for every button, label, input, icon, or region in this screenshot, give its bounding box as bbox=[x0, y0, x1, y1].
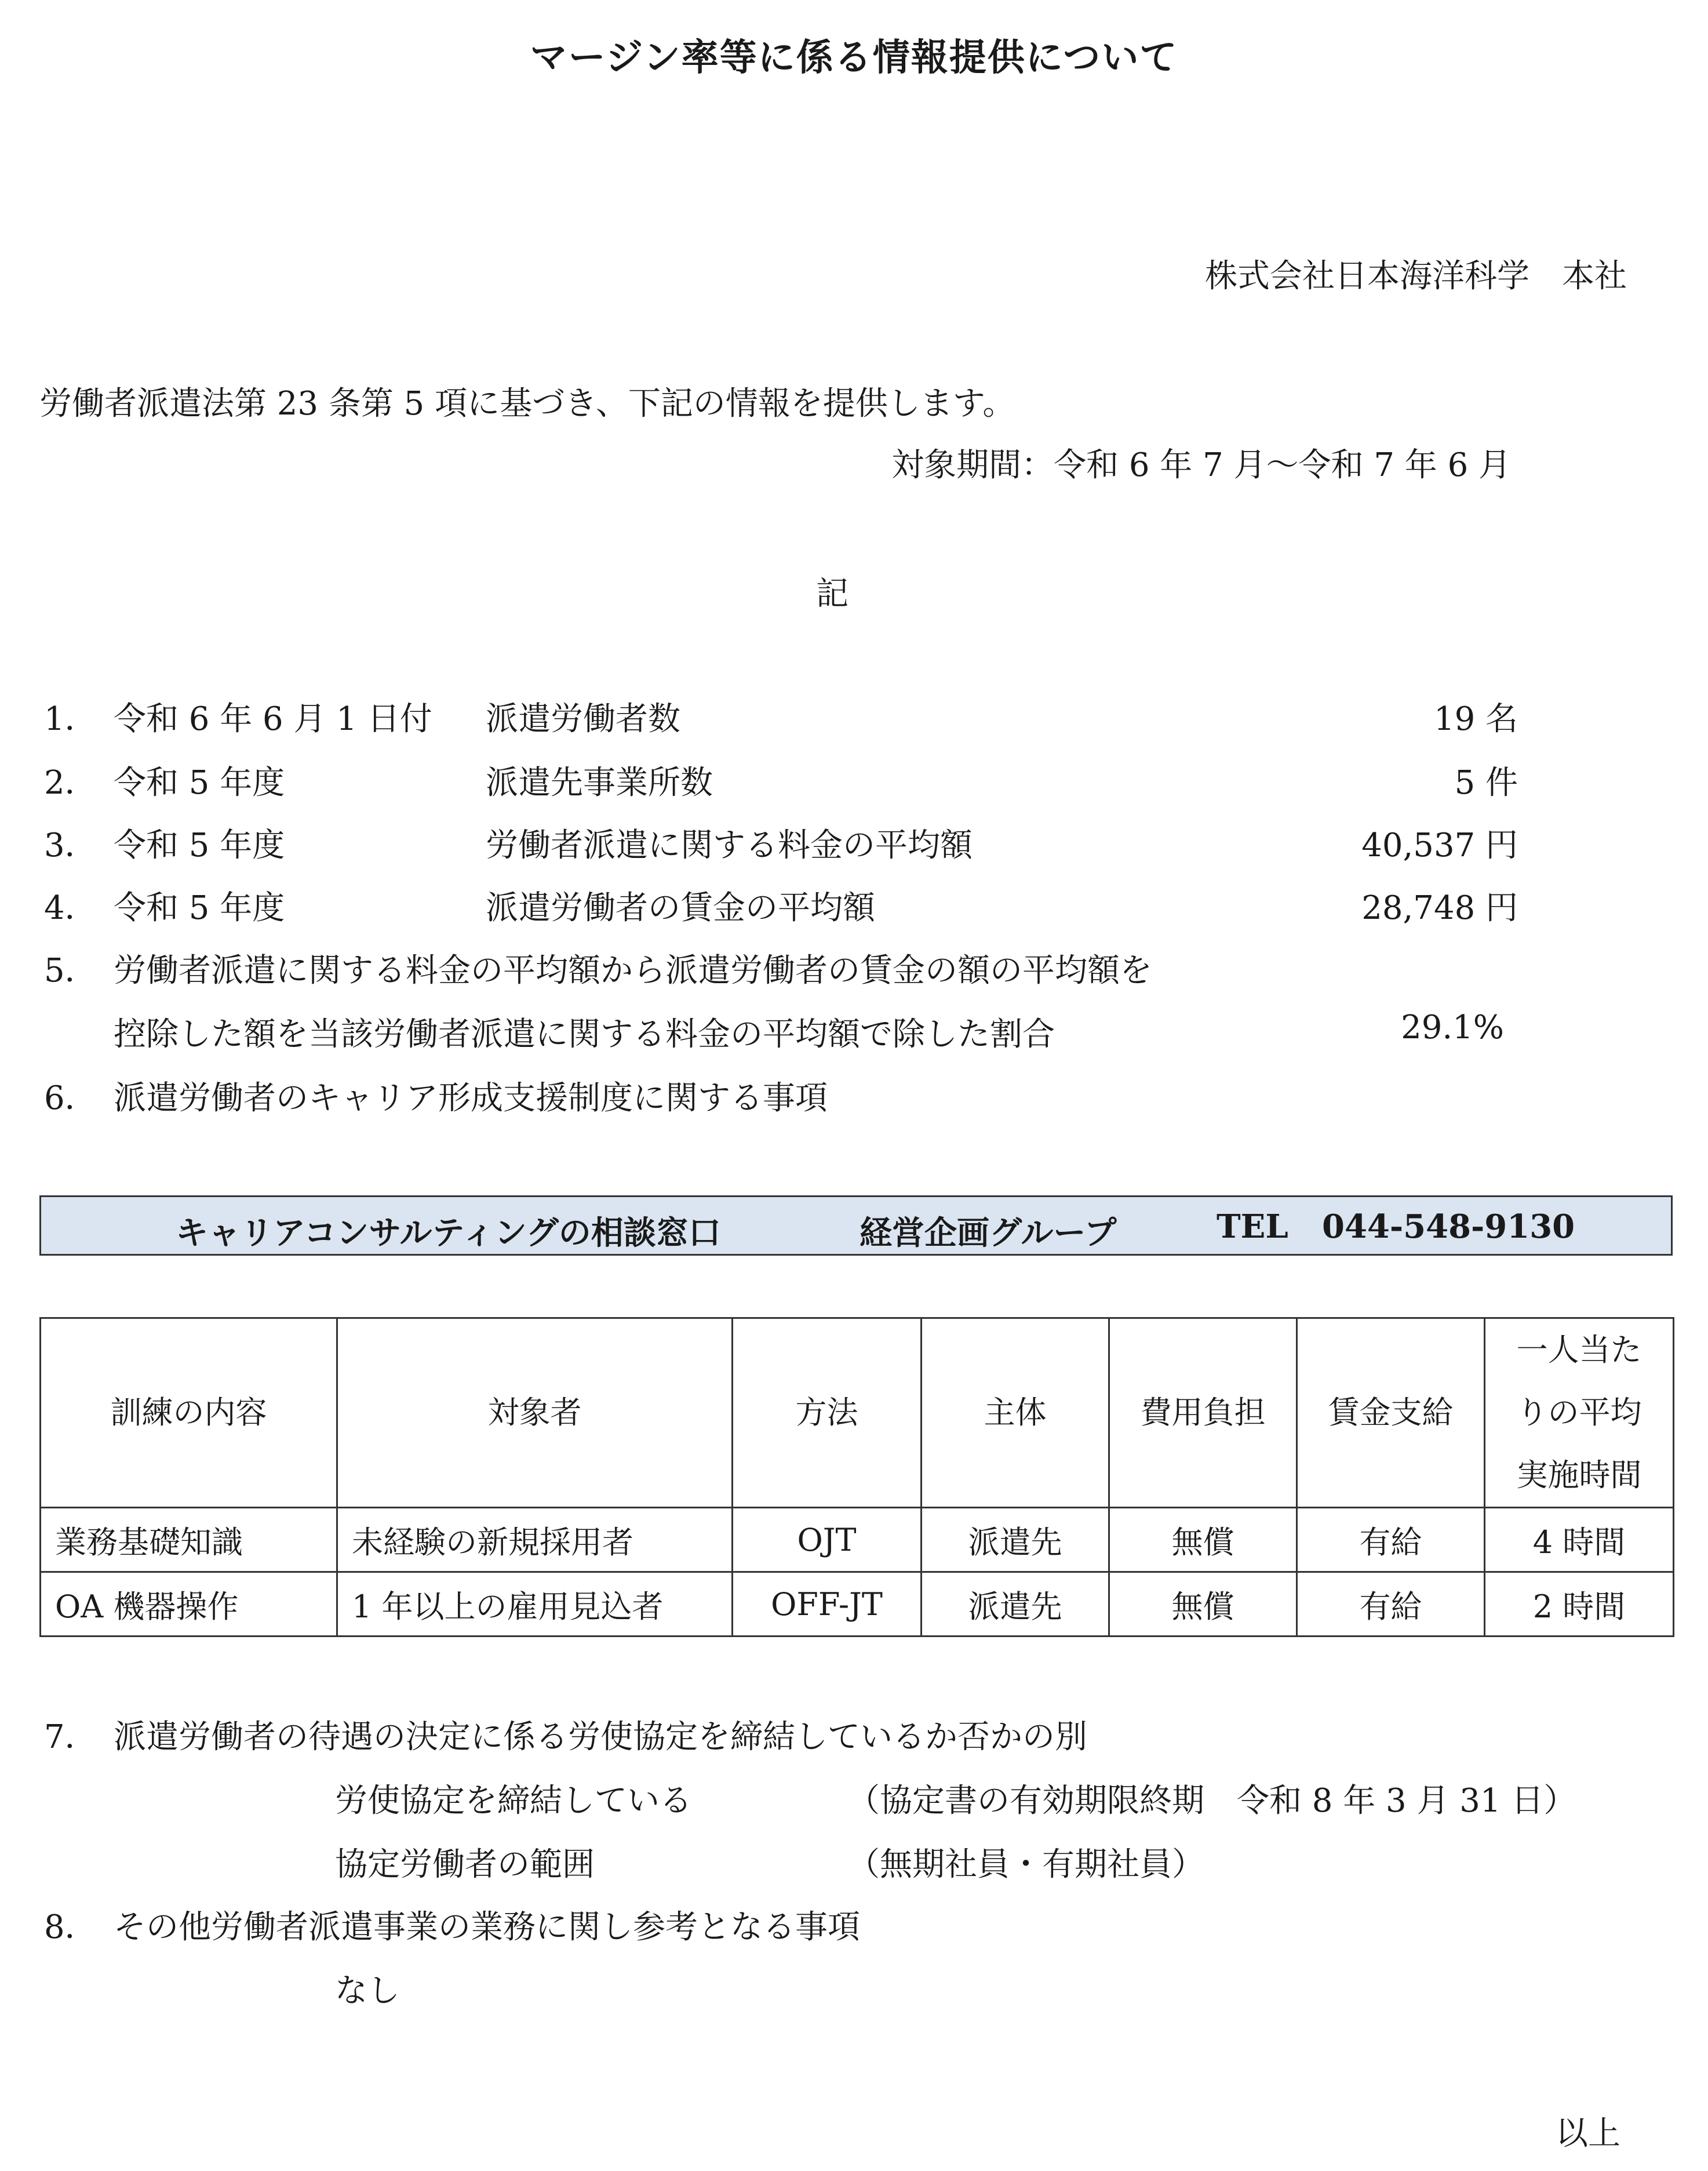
table-cell: 1 年以上の雇用見込者 bbox=[337, 1572, 733, 1637]
item-number: 5． bbox=[44, 952, 97, 990]
table-cell: OFF-JT bbox=[733, 1572, 922, 1637]
item-date: 令和 6 年 6 月 1 日付 bbox=[114, 700, 432, 738]
item-value: 29.1% bbox=[1401, 1009, 1504, 1046]
table-cell: 業務基礎知識 bbox=[41, 1508, 337, 1572]
banner-group: 経営企画グループ bbox=[860, 1214, 1117, 1252]
item-7-text: 派遣労働者の待遇の決定に係る労使協定を締結しているか否かの別 bbox=[114, 1718, 1087, 1756]
item-label: 労働者派遣に関する料金の平均額 bbox=[486, 827, 973, 864]
table-cell: 派遣先 bbox=[922, 1508, 1109, 1572]
item-date: 令和 5 年度 bbox=[114, 827, 285, 864]
item-number: 2． bbox=[44, 764, 97, 802]
item-date: 令和 5 年度 bbox=[114, 889, 285, 927]
table-cell: 4 時間 bbox=[1485, 1508, 1674, 1572]
banner-tel: 044-548-9130 bbox=[1322, 1208, 1575, 1246]
closing-text: 以上 bbox=[1556, 2115, 1620, 2152]
table-cell: 有給 bbox=[1297, 1572, 1485, 1637]
agreement-label: 労使協定を締結している bbox=[335, 1782, 692, 1820]
table-header-row bbox=[41, 1318, 1674, 1508]
table-header-cell bbox=[1485, 1318, 1674, 1508]
agreement-scope: （無期社員・有期社員） bbox=[847, 1846, 1204, 1883]
item-label: 派遣先事業所数 bbox=[486, 764, 713, 802]
item-value: 19 名 bbox=[1433, 700, 1518, 738]
agreement-expiry: （協定書の有効期限終期 令和 8 年 3 月 31 日） bbox=[847, 1782, 1576, 1820]
table-cell: 派遣先 bbox=[922, 1572, 1109, 1637]
table-header-cell: 費用負担 bbox=[1109, 1318, 1297, 1508]
table-header-cell: 賃金支給 bbox=[1297, 1318, 1485, 1508]
header-line: りの平均 bbox=[1516, 1394, 1642, 1431]
consultation-banner bbox=[39, 1195, 1673, 1256]
table-cell: 無償 bbox=[1109, 1508, 1297, 1572]
item-8-text: その他労働者派遣事業の業務に関し参考となる事項 bbox=[114, 1908, 860, 1946]
item-8-value: なし bbox=[335, 1972, 400, 2010]
banner-label: キャリアコンサルティングの相談窓口 bbox=[176, 1214, 721, 1252]
target-period: 対象期間：令和 6 年 7 月～令和 7 年 6 月 bbox=[891, 446, 1511, 484]
table-cell: OA 機器操作 bbox=[41, 1572, 337, 1637]
item-number: 6． bbox=[44, 1079, 97, 1117]
item-date: 令和 5 年度 bbox=[114, 764, 285, 802]
table-cell: 未経験の新規採用者 bbox=[337, 1508, 733, 1572]
table-row bbox=[41, 1508, 1674, 1572]
banner-tel-label: TEL bbox=[1217, 1208, 1288, 1246]
table-cell: OJT bbox=[733, 1508, 922, 1572]
table-header-cell: 主体 bbox=[922, 1318, 1109, 1508]
item-6-text: 派遣労働者のキャリア形成支援制度に関する事項 bbox=[114, 1079, 828, 1117]
item-label: 派遣労働者の賃金の平均額 bbox=[486, 889, 875, 927]
table-cell: 無償 bbox=[1109, 1572, 1297, 1637]
intro-text: 労働者派遣法第 23 条第 5 項に基づき、下記の情報を提供します。 bbox=[39, 385, 1015, 423]
table-header-cell: 対象者 bbox=[337, 1318, 733, 1508]
table-header-cell: 方法 bbox=[733, 1318, 922, 1508]
item-number: 4． bbox=[44, 889, 97, 927]
item-number: 8． bbox=[44, 1908, 97, 1946]
training-table bbox=[39, 1317, 1674, 1637]
page-title: マージン率等に係る情報提供について bbox=[530, 36, 1178, 79]
item-value: 28,748 円 bbox=[1361, 889, 1518, 927]
item-value: 40,537 円 bbox=[1361, 827, 1518, 864]
table-cell: 2 時間 bbox=[1485, 1572, 1674, 1637]
item-5-line-1: 労働者派遣に関する料金の平均額から派遣労働者の賃金の額の平均額を bbox=[114, 952, 1152, 990]
item-number: 7． bbox=[44, 1718, 97, 1756]
ki-heading: 記 bbox=[816, 575, 848, 613]
table-header-cell: 訓練の内容 bbox=[41, 1318, 337, 1508]
company-name: 株式会社日本海洋科学 本社 bbox=[1205, 257, 1627, 295]
table-cell: 有給 bbox=[1297, 1508, 1485, 1572]
item-number: 1． bbox=[44, 700, 97, 738]
item-label: 派遣労働者数 bbox=[486, 700, 680, 738]
item-value: 5 件 bbox=[1454, 764, 1518, 802]
header-line: 実施時間 bbox=[1516, 1457, 1642, 1493]
table-row bbox=[41, 1572, 1674, 1637]
item-number: 3． bbox=[44, 827, 97, 864]
agreement-scope-label: 協定労働者の範囲 bbox=[335, 1846, 595, 1883]
header-line: 一人当た bbox=[1516, 1332, 1642, 1368]
item-5-line-2: 控除した額を当該労働者派遣に関する料金の平均額で除した割合 bbox=[114, 1016, 1055, 1053]
